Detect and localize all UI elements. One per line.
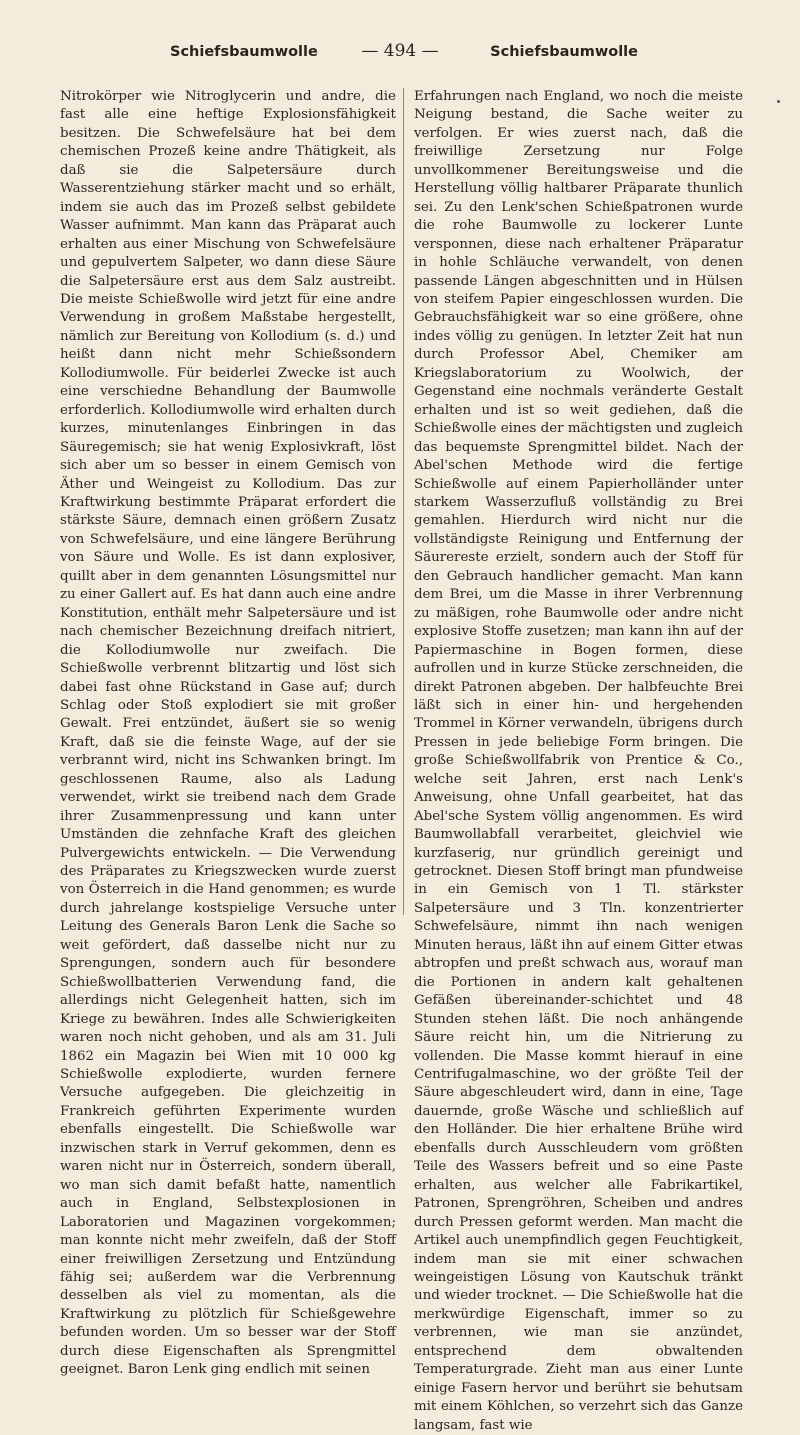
right-column xyxy=(404,88,749,1433)
text-columns xyxy=(60,88,749,1433)
margin-mark xyxy=(777,100,780,103)
right-column-text: Erfahrungen nach England, wo noch die meiste Neigung bestand, die Sache weiter zu verfolgen. Er wies zuerst nach, daß die freiwillige Zersetzung nur Folge unvollkommener Bereitungsweise und die Herstellung völlig haltbarer Präparate thunlich sei. Zu den Lenk'schen Schießpatronen wurde die rohe Baumwolle zu lockerer Lunte versponnen, diese nach erhaltener Präparatur in hohle Schläuche verwandelt, von denen passende Längen abgeschnitten und in Hülsen von steifem Papier eingeschlossen wurden. Die Gebrauchsfähigkeit war so eine größere, ohne indes völlig zu genügen. In letzter Zeit hat nun durch Professor Abel, Chemiker am Kriegslaboratorium zu Woolwich, der Gegenstand eine nochmals veränderte Gestalt erhalten und ist so weit gediehen, daß die Schießwolle eines der mächtigsten und zugleich das bequemste Sprengmittel bildet. Nach der Abel'schen Methode wird die fertige Schießwolle auf einem Papierholländer unter starkem Wasserzufluß vollständig zu Brei gemahlen. Hierdurch wird nicht nur die vollständigste Reinigung und Entfernung der Säurereste erzielt, sondern auch der Stoff für den Gebrauch handlicher gemacht. Man kann dem Brei, um die Masse in ihrer Verbrennung zu mäßigen, rohe Baumwolle oder andre nicht explosive Stoffe zusetzen; man kann ihn auf der Papiermaschine in Bogen formen, diese aufrollen und in kurze Stücke zerschneiden, die direkt Patronen abgeben. Der halbfeuchte Brei läßt sich in einer hin- und hergehenden Trommel in Körner verwandeln, übrigens durch Pressen in jede beliebige Form bringen. Die große Schießwollfabrik von Prentice & Co., welche seit Jahren, erst nach Lenk's Anweisung, ohne Unfall gearbeitet, hat das Abel'sche System völlig angenommen. Es wird Baumwollabfall verarbeitet, gleichviel wie kurzfaserig, nur gründlich gereinigt und getrocknet. Diesen Stoff bringt man pfundweise in ein Gemisch von 1 Tl. stärkster Salpetersäure und 3 Tln. konzentrierter Schwefelsäure, nimmt ihn nach wenigen Minuten heraus, läßt ihn auf einem Gitter etwas abtropfen und preßt schwach aus, worauf man die Portionen in andern kalt gehaltenen Gefäßen übereinander-schichtet und 48 Stunden stehen läßt. Die noch anhängende Säure reicht hin, um die Nitrierung zu vollenden. Die Masse kommt hierauf in eine Centrifugalmaschine, wo der größte Teil der Säure abgeschleudert wird, dann in eine, Tage dauernde, große Wäsche und schließlich auf den Holländer. Die hier erhaltene Brühe wird ebenfalls durch Ausschleudern vom größten Teile des Wassers befreit und so eine Paste erhalten, aus welcher alle Fabrikartikel, Patronen, Sprengröhren, Scheiben und andres durch Pressen geformt werden. Man macht die Artikel auch unempfindlich gegen Feuchtigkeit, indem man sie mit einer schwachen weingeistigen Lösung von Kautschuk tränkt und wieder trocknet. — Die Schießwolle hat die merkwürdige Eigenschaft, immer so zu verbrennen, wie man sie anzündet, entsprechend dem obwaltenden Temperaturgrade. Zieht man aus einer Lunte einige Fasern hervor und berührt sie behutsam mit einem Köhlchen, so verzehrt sich das Ganze langsam, fast wie xyxy=(413,89,743,1433)
header-right-title: Schiefsbaumwolle xyxy=(490,44,638,60)
page-number: — 494 — xyxy=(361,41,439,61)
running-header xyxy=(62,40,738,68)
left-column xyxy=(60,88,404,1378)
header-left-title: Schiefsbaumwolle xyxy=(170,44,318,60)
left-column-text: Nitrokörper wie Nitroglycerin und andre, die fast alle eine heftige Explosionsfähigkeit besitzen. Die Schwefelsäure hat bei dem chemischen Prozeß keine andre Thätigkeit, als daß sie die Salpetersäure durch Wasserentziehung stärker macht und so erhält, indem sie auch das im Prozeß selbst gebildete Wasser aufnimmt. Man kann das Präparat auch erhalten aus einer Mischung von Schwefelsäure und gepulvertem Salpeter, wo dann diese Säure die Salpetersäure erst aus dem Salz austreibt. Die meiste Schießwolle wird jetzt für eine andre Verwendung in großem Maßstabe hergestellt, nämlich zur Bereitung von Kollodium (s. d.) und heißt dann nicht mehr Schießsondern Kollodiumwolle. Für beiderlei Zwecke ist auch eine verschiedne Behandlung der Baumwolle erforderlich. Kollodiumwolle wird erhalten durch kurzes, minutenlanges Einbringen in das Säuregemisch; sie hat wenig Explosivkraft, löst sich aber um so besser in einem Gemisch von Äther und Weingeist zu Kollodium. Das zur Kraftwirkung bestimmte Präparat erfordert die stärkste Säure, demnach einen größern Zusatz von Schwefelsäure, und eine längere Berührung von Säure und Wolle. Es ist dann explosiver, quillt aber in dem genannten Lösungsmittel nur zu einer Gallert auf. Es hat dann auch eine andre Konstitution, enthält mehr Salpetersäure und ist nach chemischer Bezeichnung dreifach nitriert, die Kollodiumwolle nur zweifach. Die Schießwolle verbrennt blitzartig und löst sich dabei fast ohne Rückstand in Gase auf; durch Schlag oder Stoß explodiert sie mit großer Gewalt. Frei entzündet, äußert sie so wenig Kraft, daß sie die feinste Wage, auf der sie verbrannt wird, nicht ins Schwanken bringt. Im geschlossenen Raume, also als Ladung verwendet, wirkt sie treibend nach dem Grade ihrer Zusammenpressung und kann unter Umständen die zehnfache Kraft des gleichen Pulvergewichts entwickeln. — Die Verwendung des Präparates zu Kriegszwecken wurde zuerst von Österreich in die Hand genommen; es wurde durch jahrelange kostspielige Versuche unter Leitung des Generals Baron Lenk die Sache so weit gefördert, daß dasselbe nicht nur zu Sprengungen, sondern auch für besondere Schießwollbatterien Verwendung fand, die allerdings nicht Gelegenheit hatten, sich im Kriege zu bewähren. Indes alle Schwierigkeiten waren noch nicht gehoben, und als am 31. Juli 1862 ein Magazin bei Wien mit 10 000 kg Schießwolle explodierte, wurden fernere Versuche aufgegeben. Die gleichzeitig in Frankreich geführten Experimente wurden ebenfalls eingestellt. Die Schießwolle war inzwischen stark in Verruf gekommen, denn es waren nicht nur in Österreich, sondern überall, wo man sich damit befaßt hatte, namentlich auch in England, Selbstexplosionen in Laboratorien und Magazinen vorgekommen; man konnte nicht mehr zweifeln, daß der Stoff einer freiwilligen Zersetzung und Entzündung fähig sei; außerdem war die Verbrennung desselben als viel zu momentan, als die Kraftwirkung zu plötzlich für Schießgewehre befunden worden. Um so besser war der Stoff durch diese Eigenschaften als Sprengmittel geeignet. Baron Lenk ging endlich mit seinen xyxy=(60,89,396,1378)
